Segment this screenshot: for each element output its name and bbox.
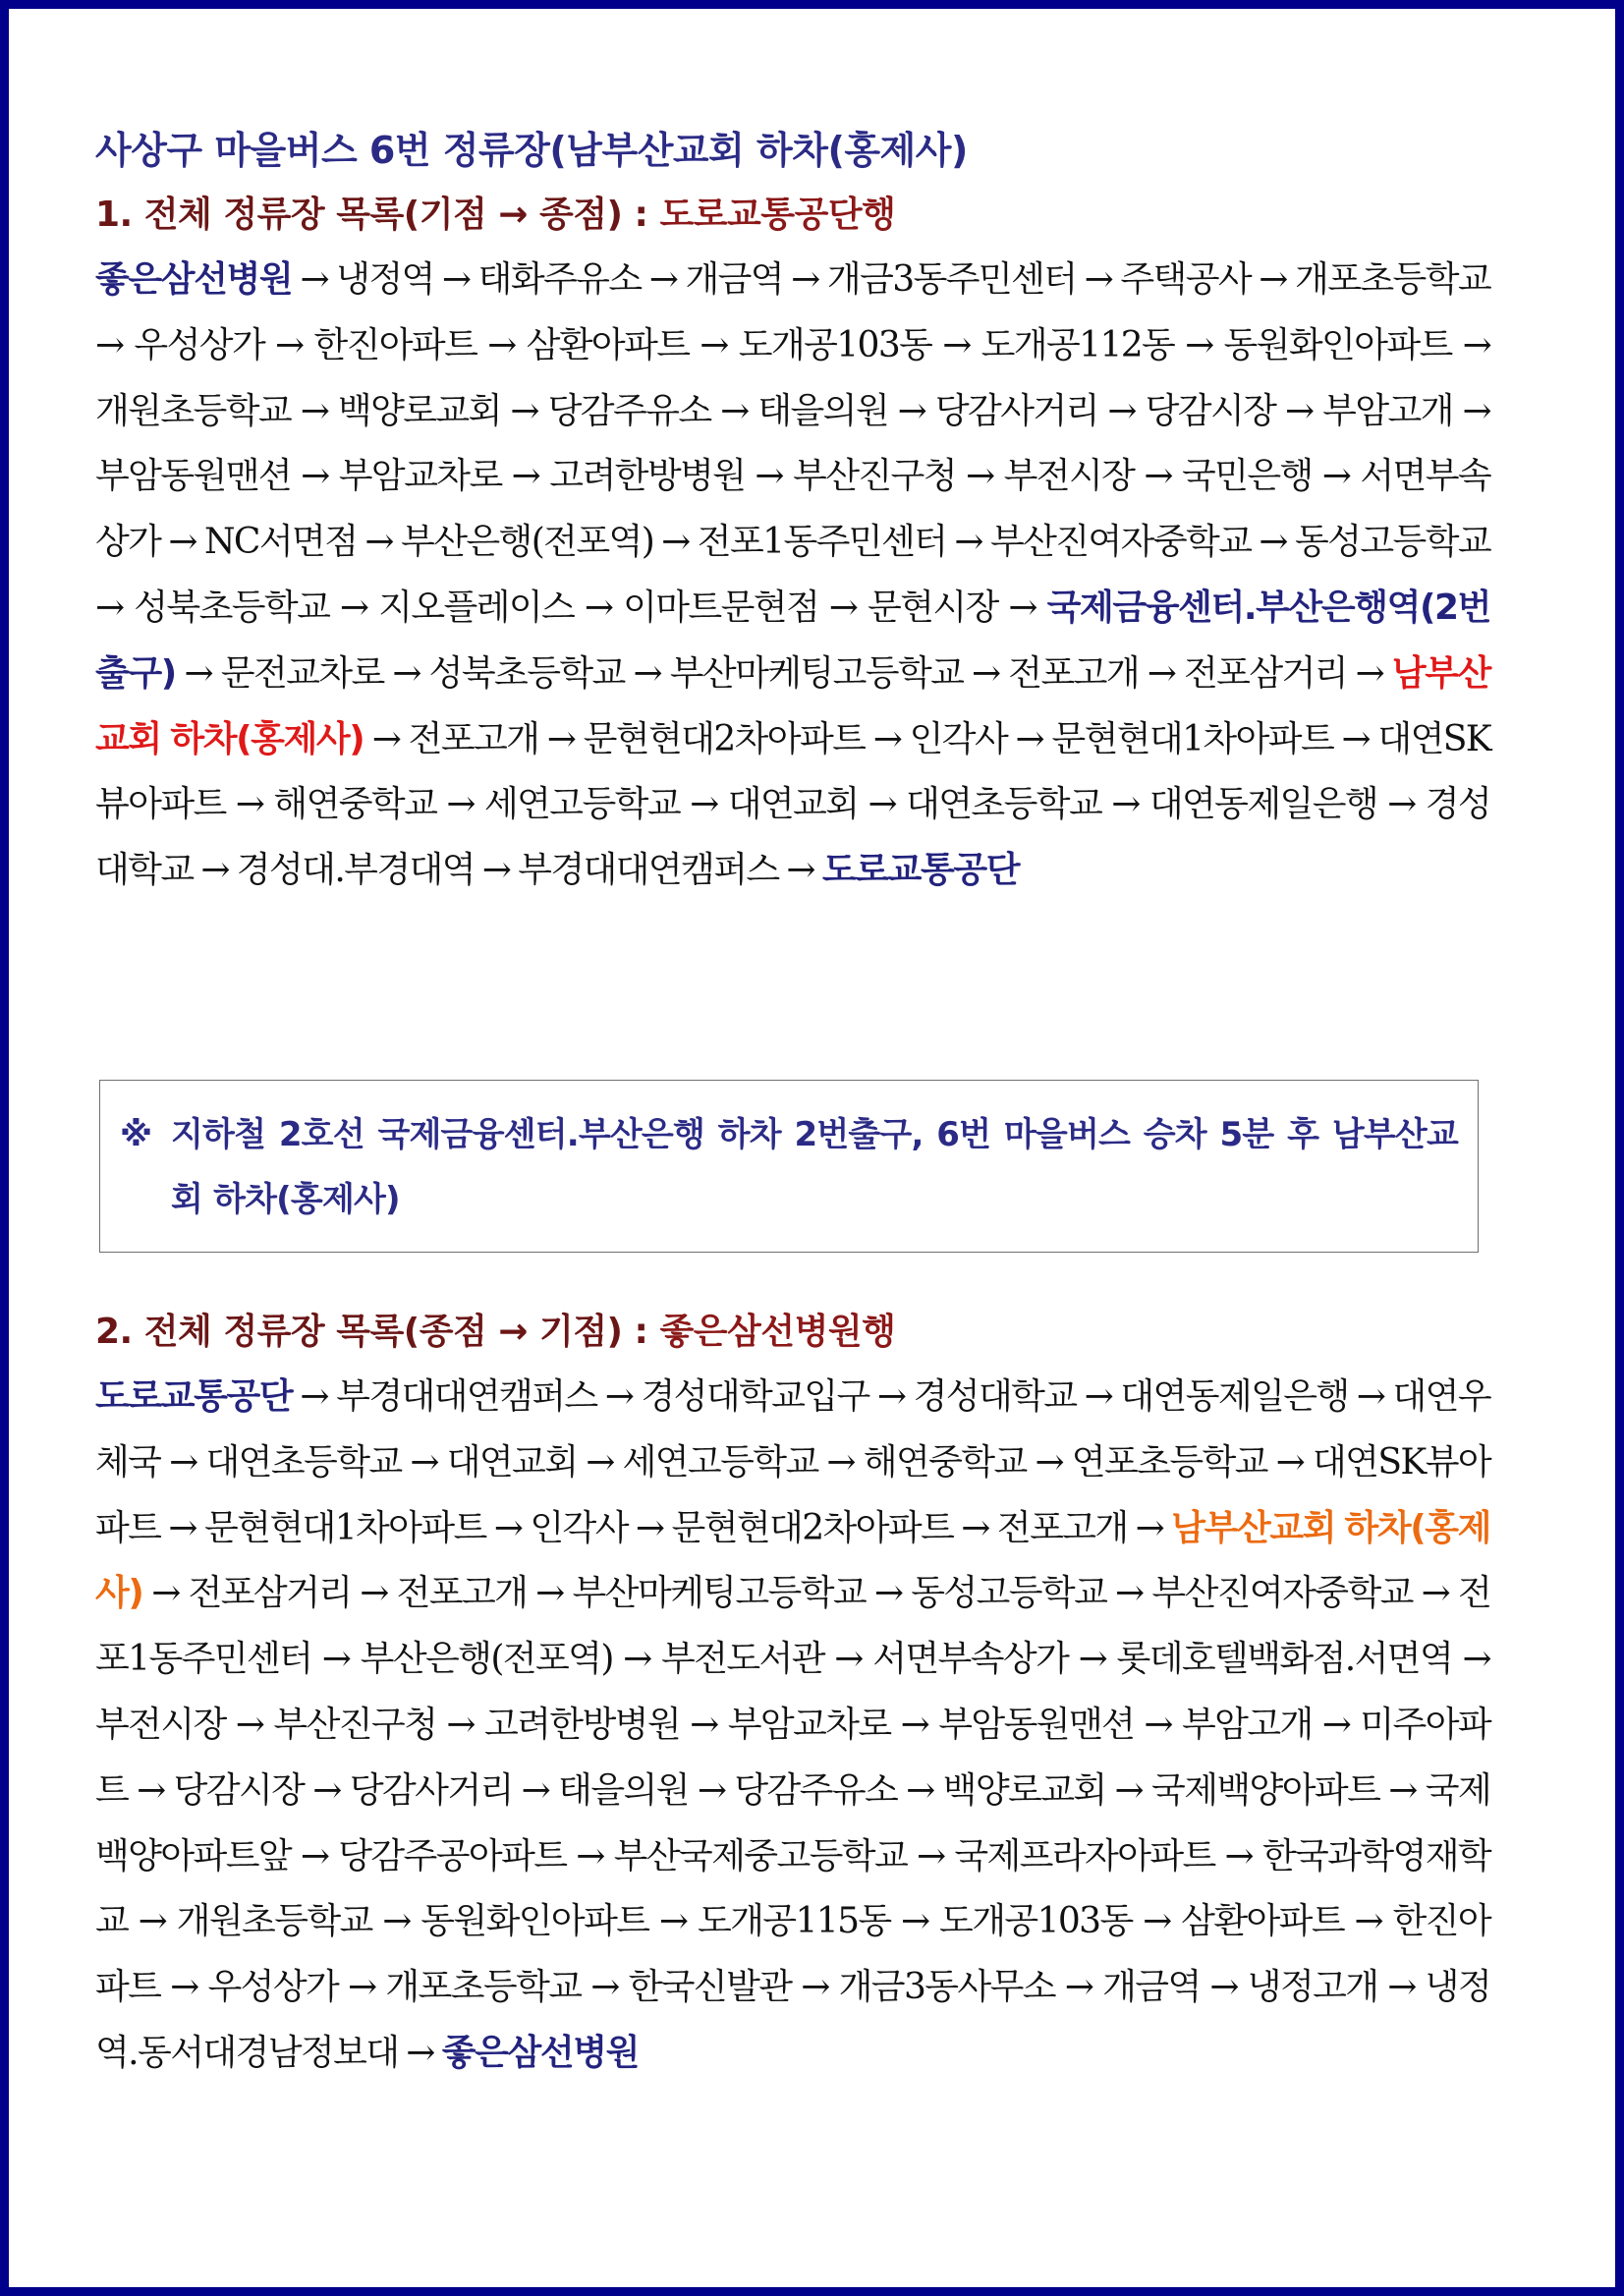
route-arrow: → <box>901 1901 929 1942</box>
bus-stop: 경성대학교 <box>913 1376 1077 1417</box>
bus-stop: 문현현대1차아파트 <box>204 1507 486 1548</box>
bus-stop: 부산은행(전포역) <box>401 522 654 563</box>
route-arrow: → <box>801 1967 829 2008</box>
route-arrow: → <box>235 784 264 825</box>
route-arrow: → <box>872 718 902 759</box>
bus-stop: 부암교차로 <box>727 1704 891 1745</box>
route-arrow: → <box>635 1507 664 1548</box>
bus-stop: 전포1동주민센터 <box>697 522 947 563</box>
route-arrow: → <box>1341 718 1371 759</box>
bus-stop: 우성상가 <box>134 324 265 365</box>
bus-stop: 지오플레이스 <box>378 587 575 628</box>
bus-stop: 우성상가 <box>207 1967 339 2008</box>
bus-stop: 인각사 <box>530 1507 628 1548</box>
bus-stop-terminal: 좋은삼선병원 <box>95 259 293 300</box>
bus-stop: 당감주유소 <box>734 1769 898 1811</box>
bus-stop: 부암동원맨션 <box>95 456 292 497</box>
route-arrow: → <box>235 1704 264 1745</box>
bus-stop: 대연동제일은행 <box>1148 784 1378 825</box>
route-arrow: → <box>1462 390 1491 431</box>
route-arrow: → <box>942 324 971 365</box>
bus-stop: 전포고개 <box>1008 652 1140 694</box>
bus-stop: 동성고등학교 <box>911 1573 1107 1614</box>
route-arrow: → <box>623 1639 651 1680</box>
note-reference-mark: ※ <box>120 1115 153 1154</box>
bus-stop-highlight-red: 남부산교회 하차(홍제사) <box>95 652 1491 759</box>
bus-stop: 대연교회 <box>727 784 859 825</box>
route-arrow: → <box>1275 1441 1305 1483</box>
route-arrow: → <box>546 718 576 759</box>
bus-stop: 당감시장 <box>1145 390 1276 431</box>
route-arrow: → <box>972 652 1000 694</box>
route-arrow: → <box>1185 324 1213 365</box>
route-arrow: → <box>151 1573 180 1614</box>
route-arrow: → <box>1084 259 1113 300</box>
bus-stop-terminal: 도로교통공단 <box>95 1376 293 1417</box>
bus-stop: 삼환아파트 <box>526 324 690 365</box>
route-arrow: → <box>441 259 471 300</box>
bus-stop: 당감사거리 <box>349 1769 513 1811</box>
bus-stop-highlight-orange: 남부산교회 하차(홍제사) <box>95 1507 1491 1614</box>
bus-stop: 문현현대2차아파트 <box>583 718 866 759</box>
section-2-heading-destination: 좋은삼선병원행 <box>659 1312 896 1352</box>
bus-stop: 부경대대연캠퍼스 <box>518 850 779 891</box>
section-2 <box>95 1300 1490 2087</box>
bus-stop: NC서면점 <box>204 522 358 563</box>
bus-stop: 당감사거리 <box>934 390 1098 431</box>
bus-stop: 부산은행(전포역) <box>360 1639 613 1680</box>
bus-stop: 전포고개 <box>996 1507 1128 1548</box>
bus-stop: 부암동원맨션 <box>938 1704 1135 1745</box>
route-arrow: → <box>661 522 690 563</box>
bus-stop: 이마트문현점 <box>623 587 819 628</box>
section-1-heading-destination: 도로교통공단행 <box>659 195 896 235</box>
bus-stop: 경성대.부경대역 <box>236 850 475 891</box>
route-arrow: → <box>410 1441 438 1483</box>
route-arrow: → <box>95 587 124 628</box>
route-arrow: → <box>690 1704 718 1745</box>
bus-stop: 전포삼거리 <box>188 1573 352 1614</box>
route-arrow: → <box>1078 1639 1107 1680</box>
route-arrow: → <box>446 1704 475 1745</box>
route-arrow: → <box>900 1704 929 1745</box>
bus-stop: 도개공103동 <box>939 1901 1133 1942</box>
bus-stop: 주택공사 <box>1120 259 1252 300</box>
route-arrow: → <box>1135 1507 1164 1548</box>
route-arrow: → <box>481 850 511 891</box>
bus-stop: 당감시장 <box>173 1769 305 1811</box>
route-arrow: → <box>584 587 613 628</box>
bus-stop: 부암교차로 <box>338 456 502 497</box>
bus-stop: 대연SK뷰아파트 <box>95 1441 1491 1548</box>
route-arrow: → <box>961 1507 989 1548</box>
route-arrow: → <box>1144 1704 1172 1745</box>
route-arrow: → <box>301 456 329 497</box>
route-arrow: → <box>312 1769 341 1811</box>
bus-stop: 인각사 <box>909 718 1008 759</box>
route-arrow: → <box>300 390 329 431</box>
route-arrow: → <box>1284 390 1314 431</box>
section-2-heading <box>95 1300 1490 1365</box>
bus-stop: 문전교차로 <box>220 652 384 694</box>
route-arrow: → <box>1387 784 1416 825</box>
route-arrow: → <box>906 1769 934 1811</box>
route-arrow: → <box>274 324 304 365</box>
route-arrow: → <box>826 1441 855 1483</box>
bus-stop: 해연중학교 <box>863 1441 1027 1483</box>
bus-stop-transfer: 국제금융센터.부산은행역(2번출구) <box>95 587 1491 694</box>
route-arrow: → <box>1144 456 1172 497</box>
bus-stop: 국제백양아파트앞 <box>95 1769 1491 1876</box>
bus-stop: 부산마케팅고등학교 <box>572 1573 867 1614</box>
bus-stop: 전포삼거리 <box>1184 652 1347 694</box>
bus-stop: 성북초등학교 <box>428 652 625 694</box>
bus-stop: 도개공112동 <box>980 324 1175 365</box>
page-title: 사상구 마을버스 6번 정류장(남부산교회 하차(홍제사) <box>95 129 968 172</box>
route-arrow: → <box>95 324 124 365</box>
bus-stop: 태을의원 <box>558 1769 689 1811</box>
bus-stop: 미주아파트 <box>95 1704 1491 1811</box>
route-arrow: → <box>169 1441 197 1483</box>
bus-stop: 롯데호텔백화점.서면역 <box>1116 1639 1453 1680</box>
bus-stop: 부암고개 <box>1322 390 1453 431</box>
route-arrow: → <box>406 2032 434 2073</box>
route-arrow: → <box>1064 1967 1093 2008</box>
route-arrow: → <box>1321 1704 1351 1745</box>
route-arrow: → <box>138 1901 167 1942</box>
bus-stop: 부산진여자중학교 <box>1151 1573 1413 1614</box>
bus-stop: 개원초등학교 <box>176 1901 372 1942</box>
route-arrow: → <box>1462 324 1491 365</box>
route-arrow: → <box>604 1376 634 1417</box>
bus-stop: 서면부속상가 <box>95 456 1491 563</box>
route-arrow: → <box>873 1573 903 1614</box>
bus-stop: 개포초등학교 <box>385 1967 582 2008</box>
bus-stop: 부산국제중고등학교 <box>613 1835 908 1876</box>
route-arrow: → <box>828 587 858 628</box>
route-arrow: → <box>1107 390 1136 431</box>
bus-stop: 문현현대1차아파트 <box>1051 718 1334 759</box>
bus-stop: 부산진구청 <box>793 456 956 497</box>
bus-stop: 개포초등학교 <box>1295 259 1491 300</box>
route-arrow: → <box>1084 1376 1113 1417</box>
bus-stop: 문현현대2차아파트 <box>671 1507 954 1548</box>
route-arrow: → <box>1035 1441 1064 1483</box>
route-arrow: → <box>1259 259 1287 300</box>
route-arrow: → <box>137 1769 165 1811</box>
route-arrow: → <box>633 652 662 694</box>
route-arrow: → <box>755 456 783 497</box>
route-arrow: → <box>521 1769 550 1811</box>
route-arrow: → <box>1462 1639 1491 1680</box>
bus-stop: 한진아파트 <box>313 324 477 365</box>
route-arrow: → <box>786 850 814 891</box>
route-arrow: → <box>1114 1769 1144 1811</box>
bus-stop: 당감주공아파트 <box>338 1835 567 1876</box>
bus-stop: 개원초등학교 <box>95 390 292 431</box>
bus-stop: 대연초등학교 <box>906 784 1102 825</box>
route-arrow: → <box>321 1639 351 1680</box>
bus-stop: 부암고개 <box>1181 1704 1313 1745</box>
bus-stop: 삼환아파트 <box>1181 1901 1345 1942</box>
route-arrow: → <box>1421 1573 1450 1614</box>
route-arrow: → <box>348 1967 376 2008</box>
bus-stop: 개금3동사무소 <box>838 1967 1055 2008</box>
route-arrow: → <box>1355 652 1384 694</box>
route-arrow: → <box>690 784 718 825</box>
bus-stop: 전포고개 <box>396 1573 528 1614</box>
route-arrow: → <box>184 652 213 694</box>
bus-stop: 경성대학교 <box>95 784 1491 891</box>
route-arrow: → <box>658 1901 688 1942</box>
route-arrow: → <box>1209 1967 1238 2008</box>
route-arrow: → <box>916 1835 945 1876</box>
route-arrow: → <box>200 850 229 891</box>
route-arrow: → <box>535 1573 564 1614</box>
route-arrow: → <box>300 1376 328 1417</box>
bus-stop: 당감주유소 <box>547 390 711 431</box>
route-arrow: → <box>586 1441 614 1483</box>
route-arrow: → <box>954 522 982 563</box>
route-arrow: → <box>382 1901 411 1942</box>
route-arrow: → <box>834 1639 863 1680</box>
bus-stop: 대연우체국 <box>95 1376 1491 1483</box>
route-arrow: → <box>697 1769 726 1811</box>
route-arrow: → <box>168 1507 196 1548</box>
route-arrow: → <box>648 259 678 300</box>
route-arrow: → <box>1388 1769 1417 1811</box>
bus-stop: 냉정역 <box>336 259 434 300</box>
bus-stop: 냉정역.동서대경남정보대 <box>95 1967 1490 2073</box>
bus-stop: 냉정고개 <box>1247 1967 1378 2008</box>
route-arrow: → <box>360 1573 388 1614</box>
bus-stop: 전포1동주민센터 <box>95 1573 1491 1680</box>
route-list-forward <box>95 248 1490 904</box>
section-2-heading-prefix: 2. 전체 정류장 목록(종점 → 기점) : <box>95 1312 660 1352</box>
route-arrow: → <box>300 1835 329 1876</box>
bus-stop: 한국신발관 <box>628 1967 792 2008</box>
route-arrow: → <box>1356 1376 1385 1417</box>
route-arrow: → <box>1259 522 1287 563</box>
bus-stop: 대연초등학교 <box>205 1441 402 1483</box>
section-1-heading <box>95 183 1490 248</box>
bus-stop: 고려한방병원 <box>549 456 746 497</box>
route-arrow: → <box>300 259 329 300</box>
route-arrow: → <box>1143 1901 1171 1942</box>
route-arrow: → <box>1147 652 1176 694</box>
bus-stop: 개금역 <box>1102 1967 1201 2008</box>
route-arrow: → <box>510 390 538 431</box>
bus-stop: 서면부속상가 <box>872 1639 1069 1680</box>
route-arrow: → <box>1224 1835 1254 1876</box>
bus-stop: 동성고등학교 <box>1295 522 1491 563</box>
bus-stop: 동원화인아파트 <box>1223 324 1452 365</box>
bus-stop: 백양로교회 <box>942 1769 1106 1811</box>
bus-stop: 부산진여자중학교 <box>989 522 1252 563</box>
route-arrow: → <box>868 784 897 825</box>
route-arrow: → <box>1354 1901 1383 1942</box>
bus-stop: 해연중학교 <box>273 784 437 825</box>
bus-stop: 개금3동주민센터 <box>826 259 1077 300</box>
transfer-note-box <box>99 1080 1479 1253</box>
bus-stop: 문현시장 <box>867 587 998 628</box>
bus-stop: 한진아파트 <box>95 1901 1491 2008</box>
route-arrow: → <box>446 784 475 825</box>
route-arrow: → <box>876 1376 906 1417</box>
route-arrow: → <box>339 587 368 628</box>
route-arrow: → <box>168 522 196 563</box>
route-list-reverse <box>95 1365 1490 2087</box>
route-arrow: → <box>576 1835 604 1876</box>
bus-stop: 백양로교회 <box>337 390 501 431</box>
bus-stop: 동원화인아파트 <box>420 1901 649 1942</box>
bus-stop: 국민은행 <box>1181 456 1313 497</box>
bus-stop: 개금역 <box>685 259 783 300</box>
route-arrow: → <box>170 1967 198 2008</box>
bus-stop: 대연SK뷰아파트 <box>95 718 1491 825</box>
bus-stop: 세연고등학교 <box>483 784 681 825</box>
route-arrow: → <box>965 456 994 497</box>
bus-stop: 도개공103동 <box>738 324 932 365</box>
route-arrow: → <box>1015 718 1044 759</box>
bus-stop: 세연고등학교 <box>622 1441 818 1483</box>
bus-stop-terminal: 좋은삼선병원 <box>441 2032 639 2073</box>
route-arrow: → <box>371 718 401 759</box>
route-arrow: → <box>487 324 516 365</box>
bus-stop: 전포고개 <box>408 718 539 759</box>
bus-stop: 성북초등학교 <box>134 587 330 628</box>
bus-stop: 연포초등학교 <box>1071 1441 1267 1483</box>
bus-stop: 대연교회 <box>446 1441 578 1483</box>
section-1 <box>95 118 1490 904</box>
route-arrow: → <box>1008 587 1036 628</box>
bus-stop: 국제프라자아파트 <box>954 1835 1215 1876</box>
bus-stop-terminal: 도로교통공단 <box>821 850 1020 891</box>
route-arrow: → <box>700 324 728 365</box>
route-arrow: → <box>1111 784 1140 825</box>
bus-stop: 국제백양아파트 <box>1151 1769 1380 1811</box>
bus-stop: 대연동제일은행 <box>1120 1376 1349 1417</box>
route-arrow: → <box>791 259 819 300</box>
bus-stop: 태을의원 <box>757 390 889 431</box>
bus-stop: 부산진구청 <box>273 1704 437 1745</box>
route-arrow: → <box>1115 1573 1144 1614</box>
route-arrow: → <box>511 456 540 497</box>
route-arrow: → <box>590 1967 619 2008</box>
section-1-heading-prefix: 1. 전체 정류장 목록(기점 → 종점) : <box>95 195 660 235</box>
bus-stop: 고려한방병원 <box>483 1704 681 1745</box>
bus-stop: 부전시장 <box>1003 456 1135 497</box>
route-arrow: → <box>720 390 749 431</box>
route-arrow: → <box>364 522 393 563</box>
route-arrow: → <box>1321 456 1351 497</box>
route-arrow: → <box>897 390 926 431</box>
bus-stop: 태화주유소 <box>477 259 642 300</box>
route-arrow: → <box>1387 1967 1416 2008</box>
transfer-note-text: 지하철 2호선 국제금융센터.부산은행 하차 2번출구, 6번 마을버스 승차 5분 후 남부산교회 하차(홍제사) <box>171 1115 1458 1219</box>
bus-stop: 부전시장 <box>95 1704 226 1745</box>
route-arrow: → <box>392 652 420 694</box>
route-arrow: → <box>493 1507 523 1548</box>
bus-stop: 부산마케팅고등학교 <box>669 652 964 694</box>
bus-stop: 부전도서관 <box>661 1639 824 1680</box>
bus-stop: 한국과학영재학교 <box>95 1835 1491 1942</box>
bus-stop: 부경대대연캠퍼스 <box>336 1376 597 1417</box>
bus-stop: 도개공115동 <box>697 1901 891 1942</box>
bus-stop: 경성대학교입구 <box>641 1376 869 1417</box>
